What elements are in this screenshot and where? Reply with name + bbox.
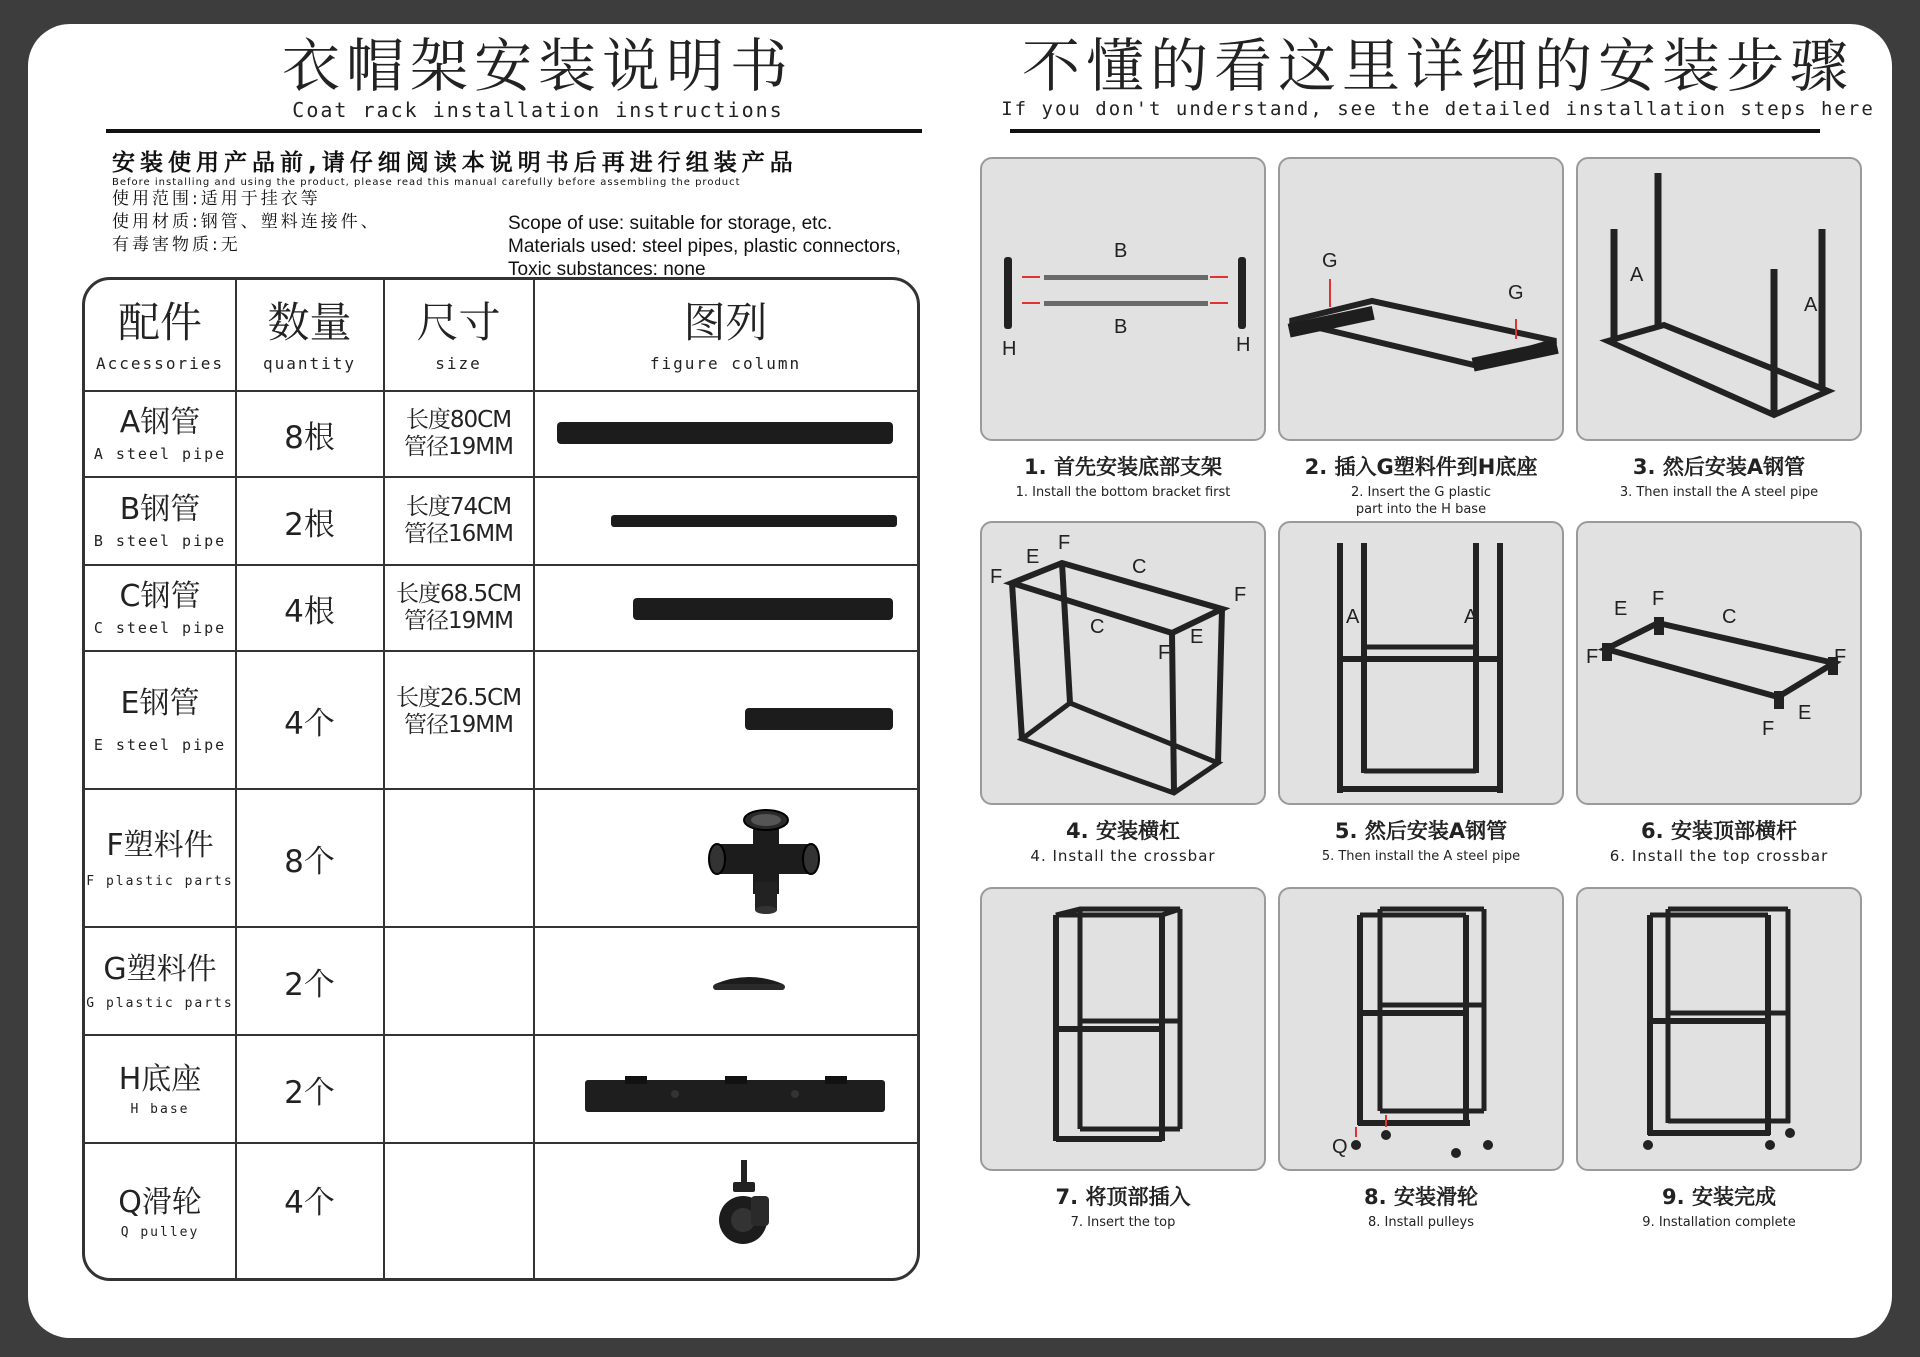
f-plastic-connector-figure bbox=[705, 800, 825, 920]
intro-materials-en: Materials used: steel pipes, plastic connectors, bbox=[508, 236, 901, 257]
step-en: 3. Then install the A steel pipe bbox=[1619, 485, 1819, 500]
header-en: quantity bbox=[262, 353, 357, 373]
part-name-g bbox=[85, 928, 235, 1034]
step-3-panel bbox=[1576, 157, 1862, 441]
part-cn: Q滑轮 bbox=[118, 1184, 202, 1220]
intro-materials-cn: 使用材质:钢管、塑料连接件、 bbox=[112, 212, 381, 232]
right-title-rule bbox=[1010, 129, 1820, 133]
step-8-panel bbox=[1278, 887, 1564, 1171]
size-length: 长度80CM bbox=[405, 407, 512, 433]
label-e: E bbox=[1798, 702, 1812, 724]
size-length: 长度68.5CM bbox=[395, 581, 522, 607]
e-steel-pipe-figure bbox=[745, 708, 893, 730]
size-diameter: 管径19MM bbox=[404, 608, 513, 634]
label-c: C bbox=[1722, 606, 1737, 628]
right-title-cn: 不懂的看这里详细的安装步骤 bbox=[1021, 32, 1854, 100]
step-9-caption bbox=[1569, 1184, 1869, 1231]
header-figure bbox=[534, 280, 917, 390]
part-en: H base bbox=[130, 1101, 190, 1117]
step-1-caption bbox=[973, 454, 1273, 501]
intro-scope-cn: 使用范围:适用于挂衣等 bbox=[112, 189, 321, 209]
step-en: 7. Insert the top bbox=[1070, 1215, 1176, 1230]
label-f: F bbox=[1762, 718, 1775, 740]
part-qty-b: 2根 bbox=[284, 506, 335, 543]
step-cn: 5. 然后安装A钢管 bbox=[1334, 819, 1508, 843]
part-qty-h: 2个 bbox=[284, 1074, 335, 1111]
step-en: 2. Insert the G plastic bbox=[1350, 485, 1492, 500]
label-b: B bbox=[1114, 240, 1128, 262]
label-f: F bbox=[1834, 646, 1847, 668]
part-name-e bbox=[85, 652, 235, 788]
part-en: B steel pipe bbox=[93, 532, 227, 550]
size-length: 长度26.5CM bbox=[395, 685, 522, 711]
instruction-sheet bbox=[28, 24, 1892, 1338]
step-cn: 6. 安装顶部横杆 bbox=[1641, 819, 1797, 843]
label-f: F bbox=[1652, 588, 1665, 610]
step-5-caption bbox=[1271, 818, 1571, 865]
step-2-panel bbox=[1278, 157, 1564, 441]
left-title bbox=[178, 34, 898, 122]
step-cn: 7. 将顶部插入 bbox=[1055, 1185, 1191, 1209]
part-en: G plastic parts bbox=[86, 995, 234, 1011]
label-f: F bbox=[1158, 642, 1171, 664]
part-cn: B钢管 bbox=[119, 492, 201, 527]
step-en: 4. Install the crossbar bbox=[1030, 847, 1216, 865]
h-base-figure bbox=[585, 1074, 885, 1114]
part-en: Q pulley bbox=[120, 1224, 200, 1240]
left-title-cn: 衣帽架安装说明书 bbox=[281, 32, 794, 100]
label-f: F bbox=[1058, 532, 1071, 554]
c-steel-pipe-figure bbox=[633, 598, 893, 620]
step-8-caption bbox=[1271, 1184, 1571, 1231]
intro-toxic-en: Toxic substances: none bbox=[508, 259, 706, 280]
part-en: F plastic parts bbox=[86, 873, 234, 889]
parts-table bbox=[82, 277, 920, 1281]
g-plastic-part-figure bbox=[711, 970, 787, 994]
part-en: C steel pipe bbox=[93, 619, 227, 637]
part-name-b bbox=[85, 478, 235, 564]
step-7-panel bbox=[980, 887, 1266, 1171]
label-a: A bbox=[1804, 294, 1818, 316]
part-size-c bbox=[384, 566, 533, 650]
label-e: E bbox=[1190, 626, 1204, 648]
right-title bbox=[988, 34, 1888, 120]
a-steel-pipe-figure bbox=[557, 422, 893, 444]
label-a: A bbox=[1464, 606, 1478, 628]
part-cn: H底座 bbox=[118, 1061, 202, 1097]
step-1-panel bbox=[980, 157, 1266, 441]
header-quantity bbox=[236, 280, 383, 390]
step-cn: 3. 然后安装A钢管 bbox=[1632, 455, 1806, 479]
label-q: Q bbox=[1332, 1136, 1348, 1158]
step-4-caption bbox=[973, 818, 1273, 865]
step-7-caption bbox=[973, 1184, 1273, 1231]
q-pulley-figure bbox=[715, 1160, 775, 1252]
step-cn: 9. 安装完成 bbox=[1662, 1185, 1776, 1209]
step-4-panel bbox=[980, 521, 1266, 805]
size-diameter: 管径19MM bbox=[404, 712, 513, 738]
part-size-b bbox=[384, 478, 533, 564]
part-name-a bbox=[85, 392, 235, 476]
part-cn: C钢管 bbox=[119, 579, 201, 614]
step-5-panel bbox=[1278, 521, 1564, 805]
step-6-panel bbox=[1576, 521, 1862, 805]
step-en-line-2: part into the H base bbox=[1355, 502, 1487, 517]
label-a: A bbox=[1346, 606, 1360, 628]
size-length: 长度74CM bbox=[405, 494, 512, 520]
size-diameter: 管径19MM bbox=[404, 434, 513, 460]
intro-scope-en: Scope of use: suitable for storage, etc. bbox=[508, 213, 833, 234]
label-c: C bbox=[1090, 616, 1105, 638]
intro-block bbox=[112, 144, 932, 280]
header-en: figure column bbox=[649, 353, 802, 373]
header-cn: 配件 bbox=[117, 297, 202, 347]
step-cn: 2. 插入G塑料件到H底座 bbox=[1304, 455, 1538, 479]
part-cn: G塑料件 bbox=[103, 951, 217, 987]
label-c: C bbox=[1132, 556, 1147, 578]
header-en: size bbox=[435, 353, 482, 373]
label-f: F bbox=[1234, 584, 1247, 606]
right-title-en: If you don't understand, see the detailed installation steps here bbox=[1001, 98, 1875, 120]
label-g: G bbox=[1508, 282, 1524, 304]
size-diameter: 管径16MM bbox=[404, 521, 513, 547]
table-col-divider bbox=[533, 280, 535, 1278]
step-en: 9. Installation complete bbox=[1642, 1215, 1796, 1230]
step-en: 1. Install the bottom bracket first bbox=[1015, 485, 1231, 500]
intro-headline-cn: 安装使用产品前,请仔细阅读本说明书后再进行组装产品 bbox=[112, 150, 798, 176]
part-qty-f: 8个 bbox=[284, 843, 335, 880]
label-f: F bbox=[1586, 646, 1599, 668]
part-name-h bbox=[85, 1036, 235, 1142]
part-size-e bbox=[384, 652, 533, 772]
part-en: A steel pipe bbox=[93, 445, 227, 463]
part-qty-q: 4个 bbox=[284, 1184, 335, 1221]
part-cn: E钢管 bbox=[120, 686, 200, 721]
label-h: H bbox=[1002, 338, 1017, 360]
label-f: F bbox=[990, 566, 1003, 588]
step-3-caption bbox=[1569, 454, 1869, 501]
step-en: 5. Then install the A steel pipe bbox=[1321, 849, 1521, 864]
header-size bbox=[384, 280, 533, 390]
step-en: 8. Install pulleys bbox=[1368, 1215, 1474, 1230]
header-cn: 数量 bbox=[267, 297, 352, 347]
left-title-rule bbox=[106, 129, 922, 133]
intro-toxic-cn: 有毒害物质:无 bbox=[112, 235, 241, 255]
part-size-a bbox=[384, 392, 533, 476]
label-e: E bbox=[1026, 546, 1040, 568]
header-cn: 尺寸 bbox=[416, 297, 501, 347]
part-qty-a: 8根 bbox=[284, 419, 335, 456]
header-accessories bbox=[85, 280, 235, 390]
part-name-q bbox=[85, 1144, 235, 1280]
label-e: E bbox=[1614, 598, 1628, 620]
label-h: H bbox=[1236, 334, 1251, 356]
part-cn: F塑料件 bbox=[106, 827, 214, 863]
step-cn: 8. 安装滑轮 bbox=[1364, 1185, 1478, 1209]
step-2-caption bbox=[1271, 454, 1571, 518]
label-a: A bbox=[1630, 264, 1644, 286]
header-cn: 图列 bbox=[683, 297, 768, 347]
intro-headline-en: Before installing and using the product, please read this manual carefully before assembling the product bbox=[112, 177, 741, 188]
part-qty-e: 4个 bbox=[284, 705, 335, 742]
part-name-c bbox=[85, 566, 235, 650]
step-cn: 4. 安装横杠 bbox=[1066, 819, 1180, 843]
part-cn: A钢管 bbox=[119, 405, 201, 440]
label-b: B bbox=[1114, 316, 1128, 338]
b-steel-pipe-figure bbox=[611, 515, 897, 527]
part-name-f bbox=[85, 790, 235, 926]
step-9-panel bbox=[1576, 887, 1862, 1171]
step-6-caption bbox=[1569, 818, 1869, 865]
step-cn: 1. 首先安装底部支架 bbox=[1024, 455, 1222, 479]
label-g: G bbox=[1322, 250, 1338, 272]
left-title-en: Coat rack installation instructions bbox=[292, 98, 784, 122]
part-qty-g: 2个 bbox=[284, 966, 335, 1003]
part-qty-c: 4根 bbox=[284, 593, 335, 630]
part-en: E steel pipe bbox=[93, 736, 227, 754]
header-en: Accessories bbox=[96, 353, 224, 373]
step-en: 6. Install the top crossbar bbox=[1609, 847, 1829, 865]
